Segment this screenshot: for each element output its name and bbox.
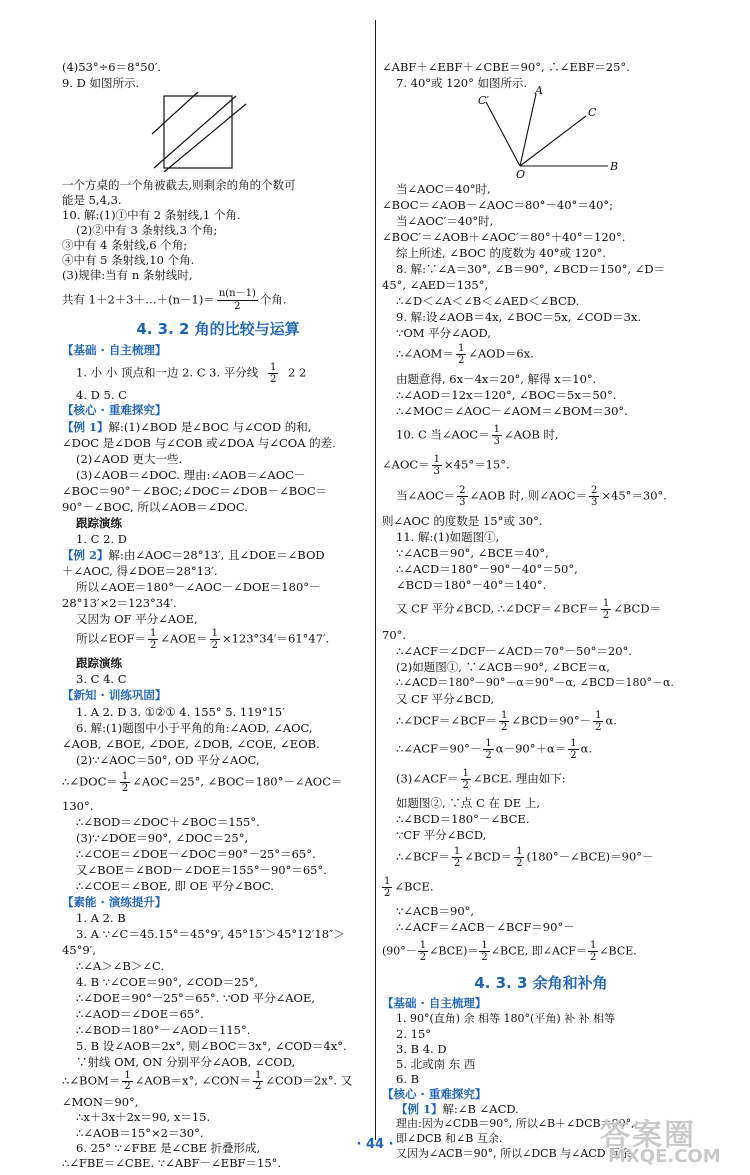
fraction-numerator: 1	[255, 1070, 262, 1081]
practice-heading: 跟踪演练	[76, 656, 122, 670]
fraction-numerator: 1	[419, 940, 427, 951]
example-tag: 【例 2】	[62, 548, 109, 562]
answer-line: ∠BOC＝90°－∠BOC;∠DOC＝∠DOB－∠BOC＝	[62, 484, 328, 498]
practice-heading: 跟踪演练	[76, 516, 122, 530]
fraction-denominator: 2	[485, 750, 492, 761]
fraction-numerator: 1	[124, 1070, 131, 1081]
answer-line: (2)②中有 3 条射线,3 个角;	[76, 223, 218, 237]
fraction	[601, 598, 611, 621]
fraction-denominator: 2	[481, 952, 488, 963]
section-bar: 【核心 · 重难探究】	[382, 1087, 487, 1101]
answer-line: 45°9′,	[62, 943, 96, 957]
fraction-numerator: 1	[595, 710, 602, 721]
fraction-numerator: 1	[501, 710, 508, 721]
text-part: ∠BCE, 即∠ACF＝	[490, 944, 587, 958]
answer-line: ∴x＋3x＋2x＝90, x＝15.	[76, 1110, 211, 1124]
fraction-denominator: 2	[516, 858, 523, 869]
answer-line: ∵OM 平分∠AOD,	[396, 326, 492, 340]
answer-line: 130°.	[62, 799, 94, 813]
answer-line: ∴∠COE＝∠DOE－∠DOC＝90°－25°＝65°.	[76, 847, 316, 861]
answer-line	[396, 710, 617, 733]
answer-line: 6. B	[396, 1072, 420, 1086]
answer-line: ∠MON＝90°,	[62, 1095, 139, 1109]
fraction	[268, 362, 278, 385]
answer-line	[62, 288, 287, 313]
fraction-denominator: 2	[419, 952, 427, 963]
text-part: ×45°＝15°.	[444, 457, 510, 472]
text-part: ×123°34′＝61°47′.	[221, 631, 330, 646]
text-part: ∠AOD＝6x.	[468, 346, 534, 361]
fraction-denominator: 3	[459, 497, 466, 508]
fraction	[418, 940, 428, 963]
text-part: 解:∠B ∠ACD.	[442, 1102, 519, 1116]
answer-line: 1. C 2. D	[76, 532, 127, 546]
answer-line	[396, 738, 592, 761]
watermark-logo	[590, 1110, 740, 1168]
fig-label: O	[516, 168, 526, 178]
text-part: 10. C 当∠AOC＝	[396, 427, 490, 442]
fraction	[452, 846, 462, 869]
answer-line: ∴∠ACF＝∠ACB－∠BCF＝90°－	[396, 920, 575, 934]
fraction	[588, 940, 598, 963]
answer-line: ∴∠ACF＝∠DCF－∠ACD＝70°－50°＝20°.	[396, 644, 632, 658]
fraction-numerator: 1	[384, 876, 391, 887]
answer-line: ③中有 4 条射线,6 个角;	[62, 238, 188, 252]
fraction-denominator: 2	[255, 1081, 262, 1092]
fraction-numerator: 1	[453, 846, 461, 857]
text-part: ∴∠DOC＝	[62, 774, 118, 789]
answer-line: 又因为∠ACB＝90°, 所以∠DCB 与∠ACD 互余.	[396, 1147, 635, 1160]
text-part: ∠AOB 时, 则∠AOC＝	[469, 488, 588, 503]
answer-line: 4. B ∵∠COE＝90°, ∠COD＝25°,	[76, 975, 259, 989]
answer-line	[396, 598, 661, 621]
text-part: 解:(1)∠BOD 是∠BOC 与∠COD 的和,	[108, 420, 312, 434]
answer-line: ∴∠FBE＝∠CBE. ∵∠ABF－∠EBF＝15°.	[62, 1156, 282, 1170]
text-part: ∠BCE.	[599, 944, 637, 958]
example-tag: 【例 1】	[62, 420, 109, 434]
text-part: ∠BCD＝	[464, 849, 513, 864]
answer-line: ∴∠AOB＝15°×2＝30°.	[76, 1126, 204, 1140]
fraction	[253, 1071, 263, 1092]
fraction-denominator: 2	[384, 888, 391, 899]
text-part: 又 CF 平分∠BCD, ∴∠DCF＝∠BCF＝	[396, 601, 599, 616]
fraction	[210, 628, 220, 651]
answer-line: 由题意得, 6x－4x＝20°, 解得 x＝10°.	[396, 372, 597, 386]
answer-line: ∵∠ACB＝90°, ∠BCE＝40°,	[396, 546, 549, 560]
answer-line	[62, 420, 311, 434]
section-bar: 【核心 · 重难探究】	[62, 403, 167, 417]
answer-line: 1. A 2. B	[76, 911, 126, 925]
answer-line	[396, 1102, 519, 1116]
text-part: (90°－	[382, 944, 417, 958]
column-divider	[375, 20, 376, 1140]
answer-line: 28°13′×2＝123°34′.	[62, 596, 177, 610]
answer-line	[76, 362, 306, 385]
fraction	[217, 288, 258, 313]
answer-line: 45°, ∠AED＝135°,	[382, 278, 489, 292]
answer-line	[76, 628, 329, 651]
fraction-denominator: 2	[124, 1081, 131, 1092]
fraction	[568, 738, 578, 761]
answer-line: 6. 解:(1)题图中小于平角的角:∠AOD, ∠AOC,	[76, 721, 313, 735]
fraction	[120, 771, 130, 794]
answer-line: 又∠BOE＝∠BOD－∠DOE＝155°－90°＝65°.	[76, 863, 327, 877]
answer-line: ∠BOC′＝∠AOB＋∠AOC′＝80°＋40°＝120°.	[382, 230, 626, 244]
fraction	[456, 343, 466, 366]
answer-line: ∴∠ACD＝180°－90°－40°＝50°,	[396, 562, 578, 576]
fraction	[514, 846, 524, 869]
answer-line: 11. 解:(1)如题图①,	[396, 530, 500, 544]
text-part: ∠BCE.	[394, 879, 434, 894]
fraction-numerator: 1	[433, 454, 441, 465]
answer-line: ④中有 5 条射线,10 个角.	[62, 253, 195, 267]
text-part: ∠AOC＝	[382, 457, 430, 472]
answer-line: 3. B 4. D	[396, 1042, 447, 1056]
answer-line: ∴∠BCD＝180°－∠BCE.	[396, 812, 530, 826]
answer-line: (2)∠AOD 更大一些.	[76, 452, 183, 466]
page-number: · 44 ·	[356, 1137, 394, 1152]
answer-line	[396, 424, 559, 447]
answer-line: 理由:因为∠CDB＝90°, 所以∠B＋∠DCB＝90°,	[396, 1117, 635, 1130]
fig-label: C′	[478, 94, 489, 107]
answer-line: 8. 解:∵∠A＝30°, ∠B＝90°, ∠BCD＝150°, ∠D＝	[396, 262, 666, 276]
fig-label: A	[535, 86, 543, 97]
text-part: 当∠AOC＝	[396, 488, 456, 503]
text-part: (180°－∠BCE)＝90°－	[526, 849, 654, 864]
answer-line: ＋∠AOC, 得∠DOE＝28°13′.	[62, 564, 218, 578]
answer-line	[396, 485, 667, 508]
section-title: 4. 3. 2 角的比较与运算	[136, 320, 300, 338]
answer-line: 如题图②, ∵点 C 在 DE 上,	[396, 796, 541, 810]
answer-line: ∠AOB, ∠BOE, ∠DOE, ∠DOB, ∠COE, ∠EOB.	[62, 737, 320, 751]
text-part: 1. 小 小 顶点和一边 2. C 3. 平分线	[76, 365, 259, 380]
fraction-numerator: 1	[516, 846, 523, 857]
fraction-numerator: 1	[602, 598, 610, 609]
fraction-numerator: 1	[570, 738, 577, 749]
text-part: 所以∠EOF＝	[76, 631, 146, 646]
fraction-denominator: 3	[433, 466, 441, 477]
answer-line: ∴∠COE＝∠BOE, 即 OE 平分∠BOC.	[76, 879, 274, 893]
answer-line	[396, 768, 566, 791]
answer-line: 2. 15°	[396, 1027, 432, 1041]
section-bar: 【基础 · 自主梳理】	[382, 996, 487, 1010]
answer-line: ∴∠MOC＝∠AOC－∠AOM＝∠BOM＝30°.	[396, 404, 628, 418]
fraction	[461, 768, 471, 791]
answer-line: 一个方桌的一个角被截去,则剩余的角的个数可	[62, 178, 296, 192]
fraction-numerator: 1	[589, 940, 597, 951]
text-part: ∠AOE＝	[160, 631, 208, 646]
watermark-text: 答案圈	[600, 1118, 696, 1153]
answer-line: 3. C 4. C	[76, 672, 127, 686]
example-tag: 【例 1】	[396, 1102, 443, 1116]
fraction	[492, 424, 502, 447]
watermark-url: MXQE.COM	[608, 1146, 721, 1167]
text-part: ∠BCE. 理由如下:	[472, 771, 566, 786]
answer-line	[396, 343, 534, 366]
fraction-denominator: 2	[457, 355, 465, 366]
section-title: 4. 3. 3 余角和补角	[474, 974, 608, 992]
text-part: α.	[580, 741, 593, 756]
answer-line: 7. 40°或 120° 如图所示.	[396, 76, 528, 90]
fraction-numerator: 1	[149, 628, 157, 639]
fraction-numerator: 1	[462, 768, 469, 779]
answer-line: 70°.	[382, 628, 407, 642]
answer-line: 又 CF 平分∠BCD,	[396, 692, 495, 706]
answer-line: 90°－∠BOC, 所以∠AOB＝∠DOC.	[62, 500, 248, 514]
fraction-numerator: 1	[457, 343, 465, 354]
text-part: (3)∠ACF＝	[396, 771, 459, 786]
fraction-denominator: 2	[462, 780, 469, 791]
text-part: ∴∠ACF＝90°－	[396, 741, 482, 756]
fraction-denominator: 3	[493, 436, 500, 447]
answer-line: ∵∠ACB＝90°,	[396, 904, 475, 918]
answer-line	[62, 771, 343, 794]
fraction-denominator: 2	[211, 640, 218, 651]
fig-label: B	[610, 160, 619, 173]
answer-line: 9. 解:设∠AOB＝4x, ∠BOC＝5x, ∠COD＝3x.	[396, 310, 642, 324]
fraction	[593, 710, 603, 733]
fraction-numerator: 1	[121, 771, 129, 782]
fraction	[382, 876, 392, 899]
fraction	[479, 940, 489, 963]
fraction-numerator: 1	[211, 628, 218, 639]
answer-line: ∴∠BOD＝∠DOC＋∠BOC＝155°.	[76, 815, 260, 829]
answer-line: ∵CF 平分∠BCD,	[396, 828, 487, 842]
text-part: ∠AOC＝25°, ∠BOC＝180°－∠AOC＝	[132, 774, 343, 789]
answer-line: 10. 解:(1)①中有 2 条射线,1 个角.	[62, 208, 241, 222]
text-part: ∠BCE)＝	[429, 944, 479, 958]
fraction-denominator: 3	[591, 497, 598, 508]
fraction-denominator: 2	[602, 610, 610, 621]
answer-line: 所以∠AOE＝180°－∠AOC－∠DOE＝180°－	[76, 580, 321, 594]
text-part: ∴∠BCF＝	[396, 849, 450, 864]
answer-line: ∠BCD＝180°－40°＝140°.	[396, 578, 547, 592]
fraction	[148, 628, 158, 651]
answer-line: 3. A ∵∠C＝45.15°＝45°9′, 45°15′＞45°12′18″＞	[76, 927, 345, 941]
answer-line: 1. 90°(直角) 余 相等 180°(平角) 补 补 相等	[396, 1012, 616, 1025]
fraction	[483, 738, 493, 761]
text-part: ∠COD＝2x°. 又	[265, 1073, 353, 1088]
answer-line: 能是 5,4,3.	[62, 193, 122, 207]
text-part: 2 2	[288, 365, 307, 380]
answer-line: ∴∠ACD＝180°－90°－α＝90°－α, ∠BCD＝180°－α.	[396, 676, 674, 689]
fraction	[457, 485, 467, 508]
fraction-denominator: 2	[595, 722, 602, 733]
answer-line: 又因为 OF 平分∠AOE,	[76, 612, 198, 626]
text-part: 共有 1＋2＋3＋…＋(n－1)＝	[62, 292, 215, 307]
text-part: ∴∠AOM＝	[396, 346, 454, 361]
fraction-numerator: n(n－1)	[218, 288, 256, 299]
fraction-denominator: 2	[589, 952, 597, 963]
fraction-numerator: 1	[493, 424, 500, 435]
fraction-denominator: 2	[234, 301, 241, 312]
answer-line: ∴∠A＞∠B＞∠C.	[76, 959, 165, 973]
answer-line	[382, 876, 434, 899]
answer-line	[382, 454, 510, 477]
answer-line: 即∠DCB 和∠B 互余.	[396, 1132, 503, 1145]
text-part: ∠AOB＝x°, ∠CON＝	[134, 1073, 251, 1088]
answer-line: (3)∵∠DOE＝90°, ∠DOC＝25°,	[76, 831, 249, 845]
answer-line: ∠DOC 是∠DOB 与∠COB 或∠DOA 与∠COA 的差.	[62, 436, 336, 450]
fraction-denominator: 2	[453, 858, 461, 869]
answer-line: ∴∠DOE＝90°－25°＝65°. ∵OD 平分∠AOE,	[76, 991, 315, 1005]
section-bar: 【基础 · 自主梳理】	[62, 343, 167, 357]
text-part: ×45°＝30°.	[601, 488, 667, 503]
answer-line: ∴∠BOD＝180°－∠AOD＝115°.	[76, 1023, 251, 1037]
fig-label: C	[588, 106, 597, 119]
answer-line: ∴∠D＜∠A＜∠B＜∠AED＜∠BCD.	[396, 294, 580, 308]
fraction-numerator: 2	[591, 485, 598, 496]
text-part: α.	[605, 713, 617, 728]
answer-line	[62, 1071, 352, 1092]
text-part: ∴∠DCF＝∠BCF＝	[396, 713, 498, 728]
cut-table-figure	[150, 90, 250, 172]
fraction-denominator: 2	[501, 722, 508, 733]
answer-line: 当∠AOC＝40°时,	[396, 182, 491, 196]
answer-line: ∠ABF＋∠EBF＋∠CBE＝90°, ∴∠EBF＝25°.	[382, 60, 630, 74]
fraction-denominator: 2	[149, 640, 157, 651]
section-bar: 【素能 · 演练提升】	[62, 895, 167, 909]
text-part: α－90°＋α＝	[495, 741, 567, 756]
answer-line: ∵射线 OM, ON 分别平分∠AOB, ∠COD,	[76, 1055, 296, 1069]
text-part: ∠BCD＝	[613, 601, 662, 616]
answer-line: ∠BOC＝∠AOB－∠AOC＝80°－40°＝40°;	[382, 198, 614, 212]
answer-line: (3)∠AOB＝∠DOC. 理由:∠AOB＝∠AOC－	[76, 468, 306, 482]
answer-line: 1. A 2. D 3. ①②① 4. 155° 5. 119°15′	[76, 705, 285, 719]
answer-line: 则∠AOC 的度数是 15°或 30°.	[382, 514, 543, 528]
answer-line: (2)∵∠AOC＝50°, OD 平分∠AOC,	[76, 753, 260, 767]
answer-line: (2)如题图①, ∵∠ACB＝90°, ∠BCE＝α,	[396, 660, 610, 674]
answer-line: 5. 北或南 东 西	[396, 1057, 476, 1071]
section-bar: 【新知 · 训练巩固】	[62, 688, 167, 702]
fraction	[589, 485, 599, 508]
fraction-denominator: 2	[269, 374, 277, 385]
answer-line: 6. 25° ∵∠FBE 是∠CBE 折叠形成,	[76, 1141, 261, 1155]
answer-line: (3)规律:当有 n 条射线时,	[62, 268, 193, 282]
fraction-numerator: 1	[269, 362, 277, 373]
fraction	[499, 710, 509, 733]
answer-line: ∴∠AOD＝12x＝120°, ∠BOC＝5x＝50°.	[396, 388, 617, 402]
fraction-denominator: 2	[121, 783, 129, 794]
answer-line: 当∠AOC′＝40°时,	[396, 214, 494, 228]
answer-line: 5. B 设∠AOB＝2x°, 则∠BOC＝3x°, ∠COD＝4x°.	[76, 1039, 347, 1053]
text-part: ∠BCD＝90°－	[511, 713, 592, 728]
fraction-numerator: 1	[485, 738, 492, 749]
text-part: ∴∠BOM＝	[62, 1073, 121, 1088]
angle-figure	[478, 86, 628, 178]
answer-line	[382, 940, 637, 963]
fraction-denominator: 2	[570, 750, 577, 761]
text-part: 个角.	[259, 292, 287, 307]
answer-line: 9. D 如图所示.	[62, 76, 140, 90]
answer-line: 4. D 5. C	[76, 388, 127, 402]
fraction-numerator: 2	[459, 485, 466, 496]
fraction-numerator: 1	[481, 940, 488, 951]
fraction	[432, 454, 442, 477]
answer-line	[62, 548, 325, 562]
fraction	[122, 1071, 132, 1092]
answer-line	[396, 846, 654, 869]
answer-line: (4)53°÷6＝8°50′.	[62, 60, 162, 74]
text-part: 解:由∠AOC＝28°13′, 且∠DOE＝∠BOD	[108, 548, 325, 562]
answer-line: 综上所述, ∠BOC 的度数为 40°或 120°.	[396, 246, 607, 260]
answer-line: ∴∠AOD＝∠DOE＝65°.	[76, 1007, 204, 1021]
text-part: ∠AOB 时,	[503, 427, 559, 442]
